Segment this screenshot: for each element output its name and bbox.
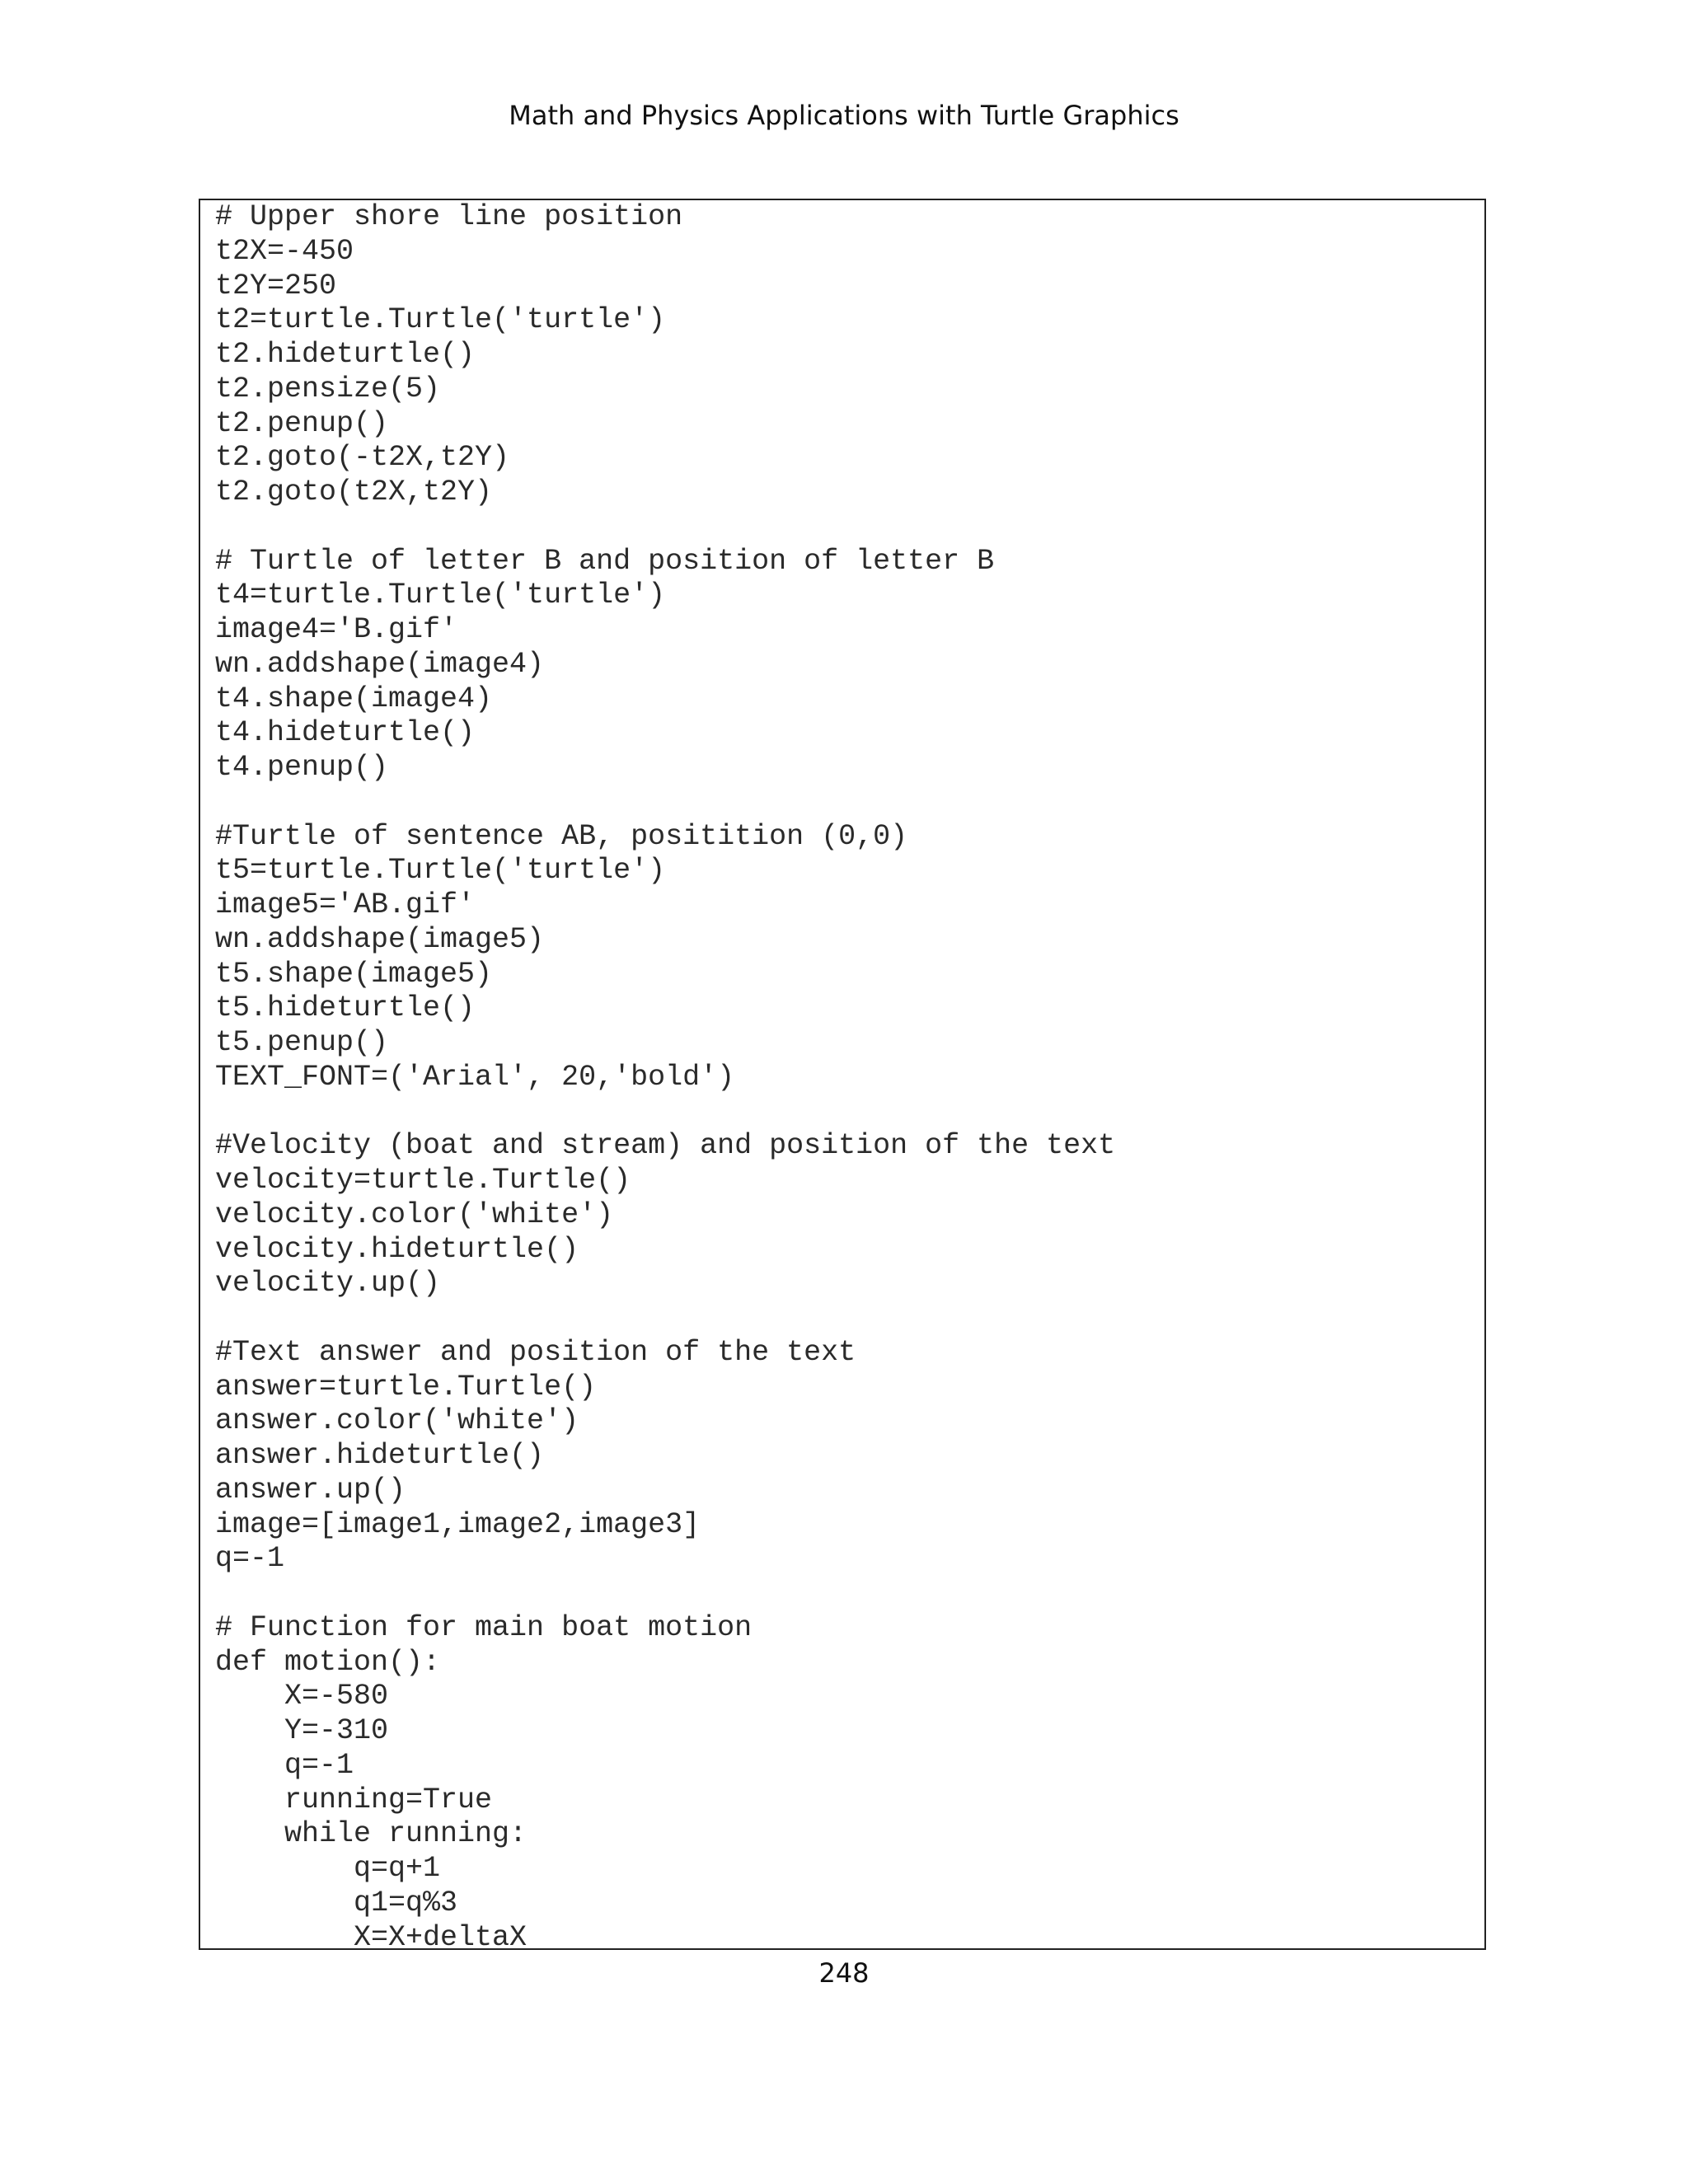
code-line: image5='AB.gif' xyxy=(215,888,476,921)
code-line: TEXT_FONT=('Arial', 20,'bold') xyxy=(215,1060,735,1094)
code-blank-line xyxy=(215,1095,1484,1130)
code-line: answer.hideturtle() xyxy=(215,1439,545,1472)
code-line: t2.pensize(5) xyxy=(215,372,441,405)
code-line: t5.hideturtle() xyxy=(215,991,476,1025)
code-listing-box xyxy=(199,199,1486,1950)
code-line: # Turtle of letter B and position of letter B xyxy=(215,544,995,578)
code-blank-line xyxy=(215,785,1484,820)
code-line: answer=turtle.Turtle() xyxy=(215,1370,597,1404)
code-line: t5.penup() xyxy=(215,1026,389,1059)
code-blank-line xyxy=(215,1577,1484,1611)
code-line: q=q+1 xyxy=(215,1852,441,1885)
code-line: # Upper shore line position xyxy=(215,200,683,233)
code-line: #Text answer and position of the text xyxy=(215,1335,856,1369)
code-line: t2.hideturtle() xyxy=(215,338,476,371)
code-line: X=-580 xyxy=(215,1680,389,1713)
code-line: X=X+deltaX xyxy=(215,1920,528,1950)
code-line: wn.addshape(image4) xyxy=(215,647,545,681)
code-line: velocity=turtle.Turtle() xyxy=(215,1164,631,1197)
code-line: t4=turtle.Turtle('turtle') xyxy=(215,579,666,612)
code-line: t4.shape(image4) xyxy=(215,682,493,715)
code-blank-line xyxy=(215,510,1484,545)
code-line: t2Y=250 xyxy=(215,269,337,302)
code-line: q=-1 xyxy=(215,1542,285,1576)
code-line: t4.hideturtle() xyxy=(215,716,476,750)
code-line: running=True xyxy=(215,1783,493,1816)
code-line: while running: xyxy=(215,1817,528,1851)
code-line: #Turtle of sentence AB, positition (0,0) xyxy=(215,819,908,853)
code-line: t2=turtle.Turtle('turtle') xyxy=(215,303,666,337)
code-line: t2.penup() xyxy=(215,406,389,440)
code-listing xyxy=(215,200,1484,1950)
code-line: t2X=-450 xyxy=(215,234,354,268)
code-line: # Function for main boat motion xyxy=(215,1610,753,1644)
code-line: image=[image1,image2,image3] xyxy=(215,1507,701,1541)
code-line: t2.goto(-t2X,t2Y) xyxy=(215,441,510,475)
code-line: Y=-310 xyxy=(215,1714,389,1747)
code-line: t2.goto(t2X,t2Y) xyxy=(215,476,493,509)
code-line: q=-1 xyxy=(215,1748,354,1782)
code-blank-line xyxy=(215,1301,1484,1336)
code-line: velocity.color('white') xyxy=(215,1197,614,1231)
code-line: t4.penup() xyxy=(215,751,389,784)
page-number: 248 xyxy=(818,1957,870,1989)
code-line: t5=turtle.Turtle('turtle') xyxy=(215,854,666,888)
code-line: image4='B.gif' xyxy=(215,613,458,646)
code-line: answer.up() xyxy=(215,1473,406,1507)
code-line: #Velocity (boat and stream) and position of the text xyxy=(215,1129,1116,1163)
code-line: wn.addshape(image5) xyxy=(215,922,545,956)
code-line: q1=q%3 xyxy=(215,1886,458,1919)
code-line: t5.shape(image5) xyxy=(215,957,493,991)
code-line: velocity.up() xyxy=(215,1267,441,1301)
code-line: velocity.hideturtle() xyxy=(215,1232,579,1266)
running-header: Math and Physics Applications with Turtle Graphics xyxy=(509,100,1179,131)
code-line: answer.color('white') xyxy=(215,1404,579,1438)
code-line: def motion(): xyxy=(215,1645,441,1679)
